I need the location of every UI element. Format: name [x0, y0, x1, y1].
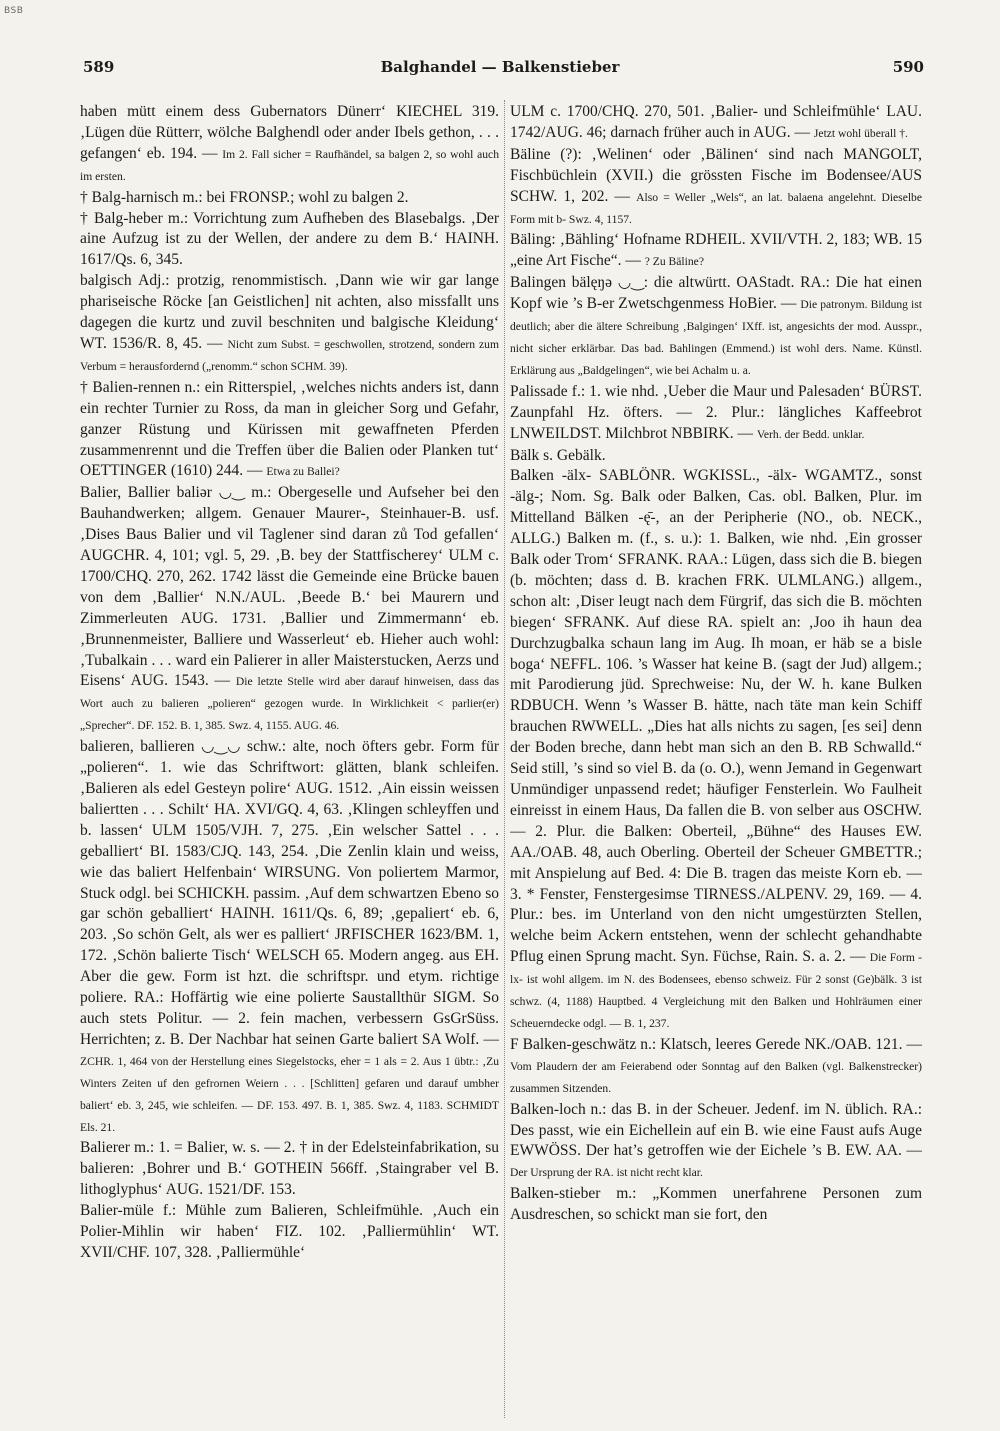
- dictionary-entry: [510, 230, 922, 273]
- entry-note: Die letzte Stelle wird aber darauf hinweisen, dass das Wort auch zu balieren „polieren“ gezogen wurde. In Wirklichkeit < parlier(er) „Sprecher“. DF. 152. B. 1, 385. Swz. 4, 1155. AUG. 46.: [80, 675, 499, 733]
- dictionary-entry: [510, 446, 922, 467]
- dictionary-entry: [80, 483, 499, 737]
- dictionary-entry: [80, 209, 499, 272]
- entry-text: haben mütt einem dess Gubernators Dünerr‘ KIECHEL 319. ‚Lügen düe Rütterr, wölche Balghendl oder ander Ibels gethon, . . . gefangen‘ eb. 194. —: [80, 103, 499, 162]
- dictionary-entry: [510, 102, 922, 145]
- entry-text: Balier-müle f.: Mühle zum Balieren, Schleifmühle. ‚Auch ein Polier-Mihlin wir haben‘ FIZ. 102. ‚Palliermühlin‘ WT. XVII/CHF. 107, 328. ‚Palliermühle‘: [80, 1202, 499, 1261]
- entry-note: Jetzt wohl überall †.: [813, 126, 908, 140]
- entry-text: balgisch Adj.: protzig, renommistisch. ‚Dann wie wir gar lange phariseische Röcke [an Geistlichen] nit achten, also missfallt uns dagegen die kurtz und zuvil beschniten und balgische Kleidung‘ WT. 1536/R. 8, 45. —: [80, 272, 499, 352]
- entry-text: † Balien-rennen n.: ein Ritterspiel, ‚welches nichts anders ist, dann ein rechter Turnier zu Ross, da man in gleicher Sorg und Gefahr, ganzer Rüstung und Kürissen mit gewaffneten Pferden zusammenrennt und die Treffen über die Balien oder Planken tut‘ OETTINGER (1610) 244. —: [80, 378, 499, 480]
- entry-text: Bäling: ‚Bähling‘ Hofname RDHEIL. XVII/VTH. 2, 183; WB. 15 „eine Art Fische“. —: [510, 231, 922, 270]
- entry-note: Die Form -lx- ist wohl allgem. im N. des Bodensees, ebenso schweiz. Für 2 sonst (Ge)bälk. 3 ist schwz. (4, 1188) Hauptbed. 4 Vergleichung mit den Balken und Hohlräumen einer Scheuerndecke odgl. — B. 1, 237.: [510, 951, 922, 1030]
- dictionary-entry: [510, 466, 922, 1034]
- entry-note: ZCHR. 1, 464 von der Herstellung eines Siegelstocks, eher = 1 als = 2. Aus 1 übtr.: ‚Zu Winters Zeiten uf den gefrornen Weiern . . . [Schlitten] gefaren und darauf umbher baliert‘ eb. 3, 245, wie schleifen. — DF. 153. 497. B. 1, 385. Swz. 4, 1183. SCHMIDT Els. 21.: [80, 1054, 499, 1134]
- dictionary-entry: [80, 378, 499, 484]
- dictionary-entry: [80, 102, 499, 188]
- dictionary-entry: [510, 382, 922, 446]
- dictionary-entry: [80, 737, 499, 1138]
- entry-text: Bälk s. Gebälk.: [510, 446, 606, 464]
- entry-text: † Balg-heber m.: Vorrichtung zum Aufheben des Blasebalgs. ‚Der aine Aufzug ist zu der Wellen, der andere zu dem B.‘ HAINH. 1617/Qs. 6, 345.: [80, 209, 499, 269]
- dictionary-entry: [80, 1138, 499, 1201]
- dictionary-entry: [510, 1184, 922, 1226]
- dictionary-entry: [80, 271, 499, 378]
- library-stamp: BSB: [4, 6, 24, 16]
- entry-text: Bäline (?): ‚Welinen‘ oder ‚Bälinen‘ sind nach MANGOLT, Fischbüchlein (XVII.) die grössten Fische im Bodensee/AUS SCHW. 1, 202. —: [510, 145, 922, 205]
- entry-text: Palissade f.: 1. wie nhd. ‚Ueber die Maur und Palesaden‘ BÜRST. Zaunpfahl Hz. öfters. — 2. Plur.: längliches Kaffeebrot LNWEILDST. Milchbrot NBBIRK. —: [510, 382, 922, 442]
- entry-note: Der Ursprung der RA. ist nicht recht klar.: [510, 1166, 703, 1180]
- entry-note: ? Zu Bäline?: [644, 255, 704, 269]
- entry-text: Balken-loch n.: das B. in der Scheuer. Jedenf. im N. üblich. RA.: Des passt, wie ein Eichellein auf ein B. wie eine Faust aufs Auge EWWÖSS. Der hat’s getroffen wie der Eichele ’s B. EW. AA. —: [510, 1100, 922, 1160]
- entry-note: Verh. der Bedd. unklar.: [756, 427, 865, 441]
- entry-note: Also = Weller „Wels“, an lat. balaena angelehnt. Dieselbe Form mit b- Swz. 4, 1157.: [510, 190, 922, 226]
- entry-text: Balier, Ballier baliər ◡‿ m.: Obergeselle und Aufseher bei den Bauhandwerken; allgem. Genauer Maurer-, Steinhauer-B. usf. ‚Dises Baus Balier und vil Taglener sind daran zů Tod gefallen‘ AUGCHR. 4, 101; vgl. 5, 29. ‚B. bey der Stattfischerey‘ ULM c. 1700/CHQ. 270, 262. 1742 lässt die Gemeinde eine Brücke bauen von dem ‚Ballier‘ N.N./AUL. ‚Beede B.‘ bei Maurern und Zimmerleuten AUG. 1731. ‚Ballier und Zimmermann‘ eb. ‚Brunnenmeister, Balliere und Wasserleut‘ eb. Hieher auch wohl: ‚Tubalkain . . . ward ein Palierer in aller Maisterstucken, Aerzs und Eisens‘ AUG. 1543. —: [80, 484, 499, 690]
- entry-text: balieren, ballieren ◡‿◡ schw.: alte, noch öfters gebr. Form für „polieren“. 1. wie das Schriftwort: glätten, blank schleifen. ‚Balieren als edel Gesteyn polire‘ AUG. 1512. ‚Ain eissin weissen baliertten . . . Schilt‘ HA. XVI/GQ. 4, 63. ‚Klingen schleyffen und b. lassen‘ ULM 1505/VJH. 7, 275. ‚Ein welscher Sattel . . . geballiert‘ BI. 1583/CJQ. 143, 254. ‚Die Zenlin klain und weiss, wie das baliert Helfenbain‘ WIRSUNG. Von poliertem Marmor, Stuck odgl. bei SCHICKH. passim. ‚Auf dem schwartzen Ebeno so gar schön geballiert‘ HAINH. 1611/Qs. 6, 89; ‚gepaliert‘ eb. 6, 203. ‚So schön Gelt, als wer es palliert‘ JRFISCHER 1623/BM. 1, 172. ‚Schön balierte Tisch‘ WELSCH 65. Modern angeg. aus EH. Aber die gew. Form ist hzt. die schriftspr. und etym. richtige poliere. RA.: Hoffärtig wie eine polierte Saustallthür SIGM. So auch stets Politur. — 2. fein machen, verbessern GsGrSüss. Herrichten; z. B. Der Nachbar hat seinen Garte baliert SA Wolf. —: [80, 738, 499, 1048]
- dictionary-entry: [510, 145, 922, 231]
- entry-text: Balken-stieber m.: „Kommen unerfahrene Personen zum Ausdreschen, so schickt man sie fort, den: [510, 1185, 922, 1224]
- dictionary-entry: [80, 188, 499, 209]
- dictionary-entry: [510, 1100, 922, 1185]
- entry-text: Balingen bälęŋə ◡‿: die altwürtt. OAStadt. RA.: Die hat einen Kopf wie ’s B-er Zwetschgenmess HoBier. —: [510, 274, 922, 313]
- page-number-left: 589: [83, 58, 115, 76]
- dictionary-entry: [510, 273, 922, 382]
- entry-text: ULM c. 1700/CHQ. 270, 501. ‚Balier- und Schleifmühle‘ LAU. 1742/AUG. 46; darnach früher auch in AUG. —: [510, 103, 922, 141]
- entry-note: Etwa zu Ballei?: [266, 465, 340, 479]
- entry-note: Die patronym. Bildung ist deutlich; aber die ältere Schreibung ‚Balgingen‘ IXff. ist, angesichts der mod. Ausspr., nicht sicher erklärbar. Das bad. Bahlingen (Emmend.) ist wohl ders. Name. Künstl. Erklärung aus „Baldgelingen“, wie bei Achalm u. a.: [510, 298, 922, 377]
- entry-note: Vom Plaudern der am Feierabend oder Sonntag auf den Balken (vgl. Balkenstrecker) zusammen Sitzenden.: [510, 1059, 922, 1095]
- left-column: [80, 102, 499, 1417]
- entry-text: Balierer m.: 1. = Balier, w. s. — 2. † in der Edelsteinfabrikation, su balieren: ‚Bohrer und B.‘ GOTHEIN 566ff. ‚Staingraber vel B. lithoglyphus‘ AUG. 1521/DF. 153.: [80, 1139, 499, 1199]
- dictionary-entry: [510, 1035, 922, 1100]
- running-header: [0, 58, 1000, 84]
- page-number-right: 590: [892, 58, 924, 76]
- right-column: [510, 102, 922, 1417]
- entry-text: F Balken-geschwätz n.: Klatsch, leeres Gerede NK./OAB. 121. —: [510, 1035, 922, 1053]
- entry-text: † Balg-harnisch m.: bei FRONSP.; wohl zu balgen 2.: [80, 188, 409, 206]
- column-divider: [504, 100, 505, 1418]
- entry-note: Nicht zum Subst. = geschwollen, strotzend, sondern zum Verbum = herausfordernd („renomm.“ schon SCHM. 39).: [80, 337, 499, 373]
- entry-note: Im 2. Fall sicher = Raufhändel, sa balgen 2, so wohl auch im ersten.: [80, 147, 499, 183]
- entry-text: Balken -älx- SABLÖNR. WGKISSL., -älx- WGAMTZ., sonst -älg-; Nom. Sg. Balk oder Balken, Cas. obl. Balken, Plur. im Mittelland Bälken -ę̄-, an der Peripherie (NO., ob. NECK., ALLG.) Balken m. (f., s. u.): 1. Balken, wie nhd. ‚Ein grosser Balk oder Trom‘ SFRANK. RAA.: Lügen, dass sich die B. biegen (b. möchten; dass d. B. krachen FRK. ULMLANG.) allgem., schon alt: ‚Diser leugt nach dem Fürgrif, das sich die B. möchten biegen‘ SFRANK. Auf diese RA. spielt an: ‚Joo ih haun dea Durchzugbalka schaun lang im Aug. Ih moan, er häb se a bisle boga‘ NEFFL. 106. ’s Wasser hat keine B. (sagt der Jud) allgem.; mit Parodierung jüd. Sprechweise: Nu, der W. h. kane Bulken RDBUCH. Wenn ’s Wasser B. hätte, nach täte man kein Schiff brauchen RWWELL. „Dies hat alls nichts zu sagen, [es sei] denn der Boden breche, dann hebt man sich an den B. RB Schwalld.“ Seid still, ’s sind so viel B. da (o. O.), wenn Jemand in Gegenwart Unmündiger unpassend redet; häufiger Fensterlein. Wo Faulheit einreisst in einem Haus, Da fallen die B. von selber aus OSCHW. — 2. Plur. die Balken: Oberteil, „Bühne“ des Hauses EW. AA./OAB. 48, auch Oberling. Oberteil der Scheuer GMBETTR.; mit Anspielung auf Bed. 4: Die B. tragen das meiste Korn eb. — 3. * Fenster, Fenstergesimse TIRNESS./ALPENV. 29, 169. — 4. Plur.: bes. im Unterland von den nicht umgestürzten Stellen, welche beim Ackern entstehen, wenn der schlecht gehandhabte Pflug einen Sprung macht. Syn. Füchse, Rain. S. a. 2. —: [510, 467, 922, 966]
- page-title: Balghandel — Balkenstieber: [380, 58, 620, 76]
- dictionary-entry: [80, 1201, 499, 1264]
